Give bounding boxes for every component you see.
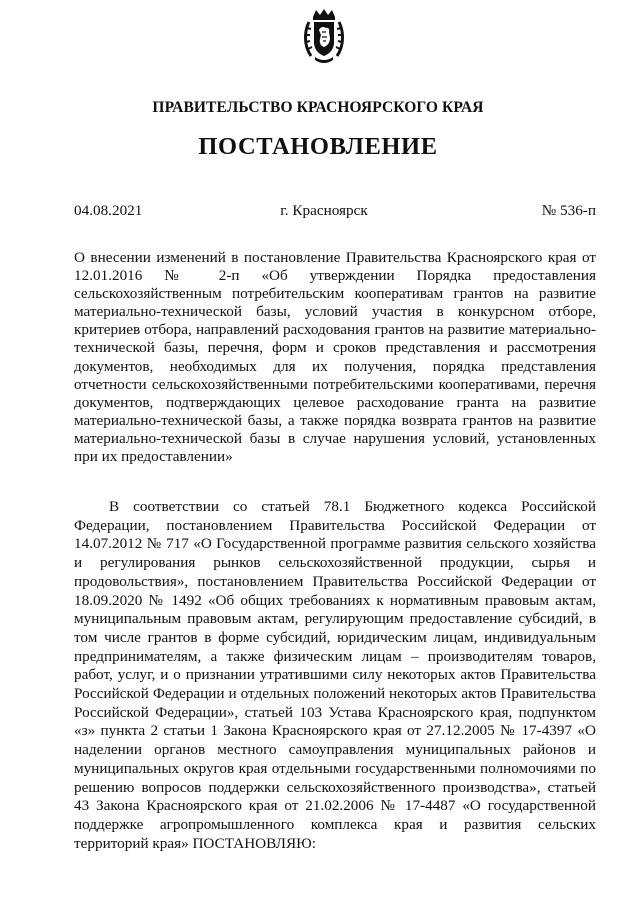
document-preamble: В соответствии со статьей 78.1 Бюджетного кодекса Российской Федерации, постановлением Правительства Российской Федерации от 14.07.2012 № 717 «О Государственной программе развития сельского хозяйства и регулирования рынков сельскохозяйственной продукции, сырья и продовольствия», постановлением Правительства Российской Федерации от 18.09.2020 № 1492 «Об общих требованиях к нормативным правовым актам, муниципальным правовым актам, регулирующим предоставление субсидий, в том числе грантов в форме субсидий, юридическим лицам, индивидуальным предпринимателям, а также физическим лицам – производителям товаров, работ, услуг, и о признании утратившими силу некоторых актов Правительства Российской Федерации и отдельных положений некоторых актов Правительства Российской Федерации», статьей 103 Устава Красноярского края, подпунктом «з» пункта 2 статьи 1 Закона Красноярского края от 27.12.2005 № 17-4397 «О наделении органов местного самоуправления муниципальных районов и муниципальных округов края отдельными государственными полномочиями по решению вопросов поддержки сельскохозяйственного производства», статьей 43 Закона Красноярского края от 21.02.2006 № 17-4487 «О государственной поддержке агропромышленного комплекса края и развития сельских территорий края» ПОСТАНОВЛЯЮ: (74, 498, 596, 852)
document-type-title: ПОСТАНОВЛЕНИЕ (198, 133, 438, 160)
document-date: 04.08.2021 (74, 202, 143, 219)
document-city: г. Красноярск (280, 202, 368, 219)
document-subject: О внесении изменений в постановление Правительства Красноярского края от 12.01.2016 № 2-п «Об утверждении Порядка предоставления сельскохозяйственным потребительским кооперативам грантов на развитие материально-технической базы, условий участия в конкурсном отборе, критериев отбора, направлений расходования грантов на развитие материально-технической базы, перечня, форм и сроков представления и рассмотрения документов, необходимых для их получения, порядка представления отчетности сельскохозяйственными потребительскими кооперативами, перечня документов, подтверждающих целевое расходование гранта на развитие материально-технической базы, а также порядка возврата грантов на развитие материально-технической базы в случае нарушения условий, установленных при их предоставлении» (74, 249, 596, 466)
coat-of-arms-icon (303, 8, 345, 64)
government-title: ПРАВИТЕЛЬСТВО КРАСНОЯРСКОГО КРАЯ (152, 99, 484, 116)
document-number: № 536-п (541, 202, 596, 219)
